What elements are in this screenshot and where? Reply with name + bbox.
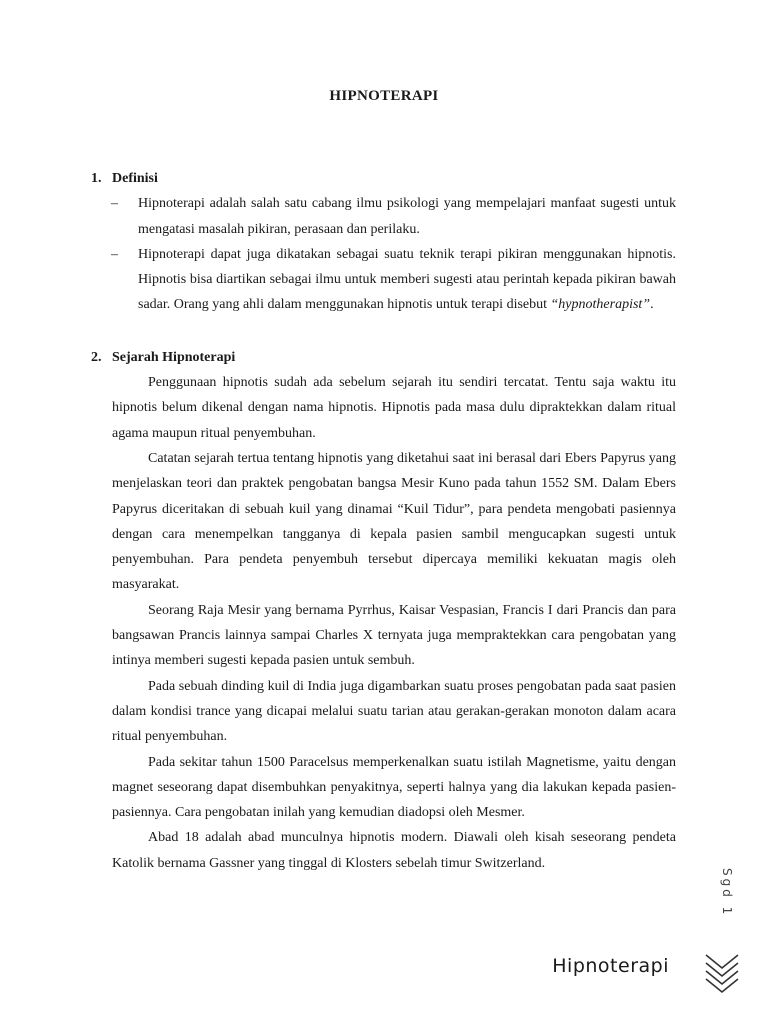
paragraph: Penggunaan hipnotis sudah ada sebelum sejarah itu sendiri tercatat. Tentu saja waktu itu hipnotis belum dikenal dengan nama hipnotis. Hipnotis pada masa dulu dipraktekkan dalam ritual agama maupun ritual penyembuhan. <box>112 375 676 441</box>
paragraph: Pada sekitar tahun 1500 Paracelsus memperkenalkan suatu istilah Magnetisme, yaitu dengan magnet seseorang dapat disembuhkan penyakitnya, seperti halnya yang dia lakukan kepada pasien-pasiennya. Cara pengobatan inilah yang kemudian diadopsi oleh Mesmer. <box>112 754 676 821</box>
bullet-text-end: . <box>650 297 654 313</box>
paragraph: Abad 18 adalah abad munculnya hipnotis modern. Diawali oleh kisah seseorang pendeta Katolik bernama Gassner yang tinggal di Klosters sebelah timur Switzerland. <box>112 830 676 871</box>
section-number: 2. <box>91 349 102 365</box>
list-item <box>91 191 676 242</box>
bullet-text <box>138 242 676 318</box>
list-item <box>91 242 676 318</box>
bullet-list <box>91 191 676 317</box>
section-sejarah <box>91 345 676 876</box>
bullet-dash: – <box>111 196 118 212</box>
bullet-text-italic: “hypnotherapist” <box>550 297 651 313</box>
paragraph: Catatan sejarah tertua tentang hipnotis yang diketahui saat ini berasal dari Ebers Papyrus yang menjelaskan teori dan praktek pengobatan bangsa Mesir Kuno pada tahun 1552 SM. Dalam Ebers Papyrus diceritakan di sebuah kuil yang dinamai “Kuil Tidur”, para pendeta mengobati pasiennya dengan cara menempelkan tangganya di kepala pasien sambil mengucapkan sugesti untuk penyembuhan. Para pendeta penyembuh tersebut dipercaya memiliki kekuatan magis oleh masyarakat. <box>112 450 676 593</box>
section-definisi <box>91 166 676 318</box>
chevron-down-stack-icon <box>704 951 740 997</box>
document-body <box>91 166 676 876</box>
bullet-text: Hipnoterapi adalah salah satu cabang ilmu psikologi yang mempelajari manfaat sugesti untuk mengatasi masalah pikiran, perasaan dan perilaku. <box>138 196 676 237</box>
section-number: 1. <box>91 171 102 186</box>
paragraph: Seorang Raja Mesir yang bernama Pyrrhus, Kaisar Vespasian, Francis I dari Prancis dan para bangsawan Prancis lainnya sampai Charles X ternyata juga mempraktekkan cara pengobatan yang intinya memberi sugesti kepada pasien untuk sembuh. <box>112 602 676 669</box>
section-heading <box>91 345 676 370</box>
section-heading <box>91 166 676 191</box>
page-number-label: Sgd 1 <box>720 868 734 918</box>
bullet-text-main: Hipnoterapi dapat juga dikatakan sebagai suatu teknik terapi pikiran menggunakan hipnotis. Hipnotis bisa diartikan sebagai ilmu untuk memberi sugesti atau perintah kepada pikiran bawah sadar. Orang yang ahli dalam menggunakan hipnotis untuk terapi disebut <box>138 246 676 313</box>
footer-title: Hipnoterapi <box>552 955 669 977</box>
bullet-dash: – <box>111 246 118 262</box>
section-heading-text: Definisi <box>112 171 158 186</box>
page-title: HIPNOTERAPI <box>329 88 439 104</box>
section-heading-text: Sejarah Hipnoterapi <box>112 349 236 365</box>
paragraph: Pada sebuah dinding kuil di India juga digambarkan suatu proses pengobatan pada saat pasien dalam kondisi trance yang dicapai melalui suatu tarian atau gerakan-gerakan monoton dalam acara ritual penyembuhan. <box>112 678 676 745</box>
